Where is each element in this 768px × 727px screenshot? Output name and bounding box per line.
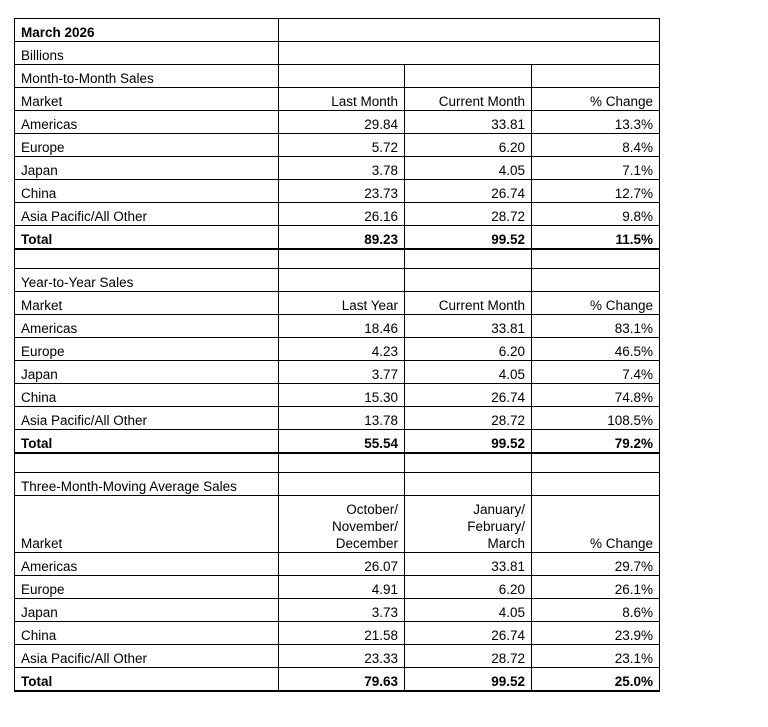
value-cell: 6.20 <box>405 134 532 157</box>
section-title: Month-to-Month Sales <box>15 65 279 88</box>
market-name: Japan <box>15 157 279 180</box>
units-row <box>15 42 660 65</box>
section-title-row <box>15 473 660 496</box>
table-row <box>15 338 660 361</box>
table-row <box>15 111 660 134</box>
section-title-row <box>15 65 660 88</box>
market-name: Japan <box>15 361 279 384</box>
market-name: China <box>15 384 279 407</box>
value-cell: 15.30 <box>279 384 405 407</box>
market-name: Japan <box>15 599 279 622</box>
table-row <box>15 384 660 407</box>
section-title-blank-cell <box>532 269 660 292</box>
section-title-blank-cell <box>532 473 660 496</box>
spacer-cell <box>405 249 532 269</box>
column-header: % Change <box>532 496 660 553</box>
value-cell: 29.84 <box>279 111 405 134</box>
column-header-row <box>15 496 660 553</box>
value-cell: 108.5% <box>532 407 660 430</box>
market-name: China <box>15 622 279 645</box>
value-cell: 3.73 <box>279 599 405 622</box>
column-header: Last Month <box>279 88 405 111</box>
value-cell: 33.81 <box>405 315 532 338</box>
value-cell: 18.46 <box>279 315 405 338</box>
spacer-cell <box>15 249 279 269</box>
column-header: January/ February/ March <box>405 496 532 553</box>
market-name: Europe <box>15 134 279 157</box>
spacer-row <box>15 453 660 473</box>
value-cell: 23.33 <box>279 645 405 668</box>
value-cell: 26.74 <box>405 180 532 203</box>
section-title-blank-cell <box>279 269 405 292</box>
value-cell: 28.72 <box>405 203 532 226</box>
total-value: 25.0% <box>532 668 660 692</box>
value-cell: 13.3% <box>532 111 660 134</box>
value-cell: 6.20 <box>405 338 532 361</box>
market-name: Europe <box>15 338 279 361</box>
column-header: % Change <box>532 88 660 111</box>
table-row <box>15 203 660 226</box>
market-name: Americas <box>15 553 279 576</box>
column-header: Last Year <box>279 292 405 315</box>
value-cell: 26.74 <box>405 622 532 645</box>
title-row <box>15 19 660 42</box>
value-cell: 6.20 <box>405 576 532 599</box>
total-value: 79.2% <box>532 430 660 454</box>
spacer-cell <box>279 453 405 473</box>
column-header-row <box>15 292 660 315</box>
value-cell: 8.4% <box>532 134 660 157</box>
spacer-cell <box>532 453 660 473</box>
value-cell: 4.91 <box>279 576 405 599</box>
market-name: Americas <box>15 315 279 338</box>
value-cell: 7.4% <box>532 361 660 384</box>
market-column-header: Market <box>15 496 279 553</box>
value-cell: 33.81 <box>405 111 532 134</box>
total-value: 55.54 <box>279 430 405 454</box>
report-title: March 2026 <box>15 19 279 42</box>
value-cell: 4.05 <box>405 361 532 384</box>
total-label: Total <box>15 668 279 692</box>
value-cell: 26.07 <box>279 553 405 576</box>
value-cell: 26.74 <box>405 384 532 407</box>
section-title-blank-cell <box>279 473 405 496</box>
market-name: Americas <box>15 111 279 134</box>
section-title: Three-Month-Moving Average Sales <box>15 473 279 496</box>
section-title-blank-cell <box>405 269 532 292</box>
table-row <box>15 134 660 157</box>
value-cell: 83.1% <box>532 315 660 338</box>
market-column-header: Market <box>15 88 279 111</box>
spacer-cell <box>405 453 532 473</box>
value-cell: 33.81 <box>405 553 532 576</box>
value-cell: 23.1% <box>532 645 660 668</box>
value-cell: 8.6% <box>532 599 660 622</box>
market-name: Asia Pacific/All Other <box>15 203 279 226</box>
spacer-cell <box>15 453 279 473</box>
section-title-row <box>15 269 660 292</box>
value-cell: 4.05 <box>405 599 532 622</box>
table-row <box>15 315 660 338</box>
total-value: 79.63 <box>279 668 405 692</box>
total-row <box>15 430 660 454</box>
value-cell: 5.72 <box>279 134 405 157</box>
value-cell: 21.58 <box>279 622 405 645</box>
spacer-row <box>15 249 660 269</box>
value-cell: 4.23 <box>279 338 405 361</box>
sales-table <box>14 18 660 692</box>
market-name: China <box>15 180 279 203</box>
value-cell: 13.78 <box>279 407 405 430</box>
table-row <box>15 553 660 576</box>
value-cell: 28.72 <box>405 645 532 668</box>
table-row <box>15 407 660 430</box>
market-name: Europe <box>15 576 279 599</box>
value-cell: 74.8% <box>532 384 660 407</box>
section-title-blank-cell <box>405 65 532 88</box>
value-cell: 4.05 <box>405 157 532 180</box>
column-header: Current Month <box>405 292 532 315</box>
table-row <box>15 599 660 622</box>
table-row <box>15 361 660 384</box>
total-value: 11.5% <box>532 226 660 250</box>
total-value: 89.23 <box>279 226 405 250</box>
spacer-cell <box>279 249 405 269</box>
column-header: % Change <box>532 292 660 315</box>
value-cell: 23.9% <box>532 622 660 645</box>
units-label: Billions <box>15 42 279 65</box>
table-row <box>15 180 660 203</box>
section-title: Year-to-Year Sales <box>15 269 279 292</box>
value-cell: 7.1% <box>532 157 660 180</box>
table-row <box>15 576 660 599</box>
title-blank-cell <box>279 19 660 42</box>
market-name: Asia Pacific/All Other <box>15 645 279 668</box>
total-label: Total <box>15 430 279 454</box>
section-title-blank-cell <box>532 65 660 88</box>
value-cell: 28.72 <box>405 407 532 430</box>
value-cell: 29.7% <box>532 553 660 576</box>
market-column-header: Market <box>15 292 279 315</box>
value-cell: 46.5% <box>532 338 660 361</box>
value-cell: 3.77 <box>279 361 405 384</box>
column-header-row <box>15 88 660 111</box>
table-row <box>15 645 660 668</box>
units-blank-cell <box>279 42 660 65</box>
spacer-cell <box>532 249 660 269</box>
table-row <box>15 622 660 645</box>
total-value: 99.52 <box>405 668 532 692</box>
table-row <box>15 157 660 180</box>
value-cell: 26.16 <box>279 203 405 226</box>
total-row <box>15 668 660 692</box>
section-title-blank-cell <box>405 473 532 496</box>
value-cell: 26.1% <box>532 576 660 599</box>
total-value: 99.52 <box>405 430 532 454</box>
value-cell: 3.78 <box>279 157 405 180</box>
total-label: Total <box>15 226 279 250</box>
total-row <box>15 226 660 250</box>
value-cell: 23.73 <box>279 180 405 203</box>
value-cell: 9.8% <box>532 203 660 226</box>
market-name: Asia Pacific/All Other <box>15 407 279 430</box>
column-header: Current Month <box>405 88 532 111</box>
section-title-blank-cell <box>279 65 405 88</box>
column-header: October/ November/ December <box>279 496 405 553</box>
total-value: 99.52 <box>405 226 532 250</box>
value-cell: 12.7% <box>532 180 660 203</box>
